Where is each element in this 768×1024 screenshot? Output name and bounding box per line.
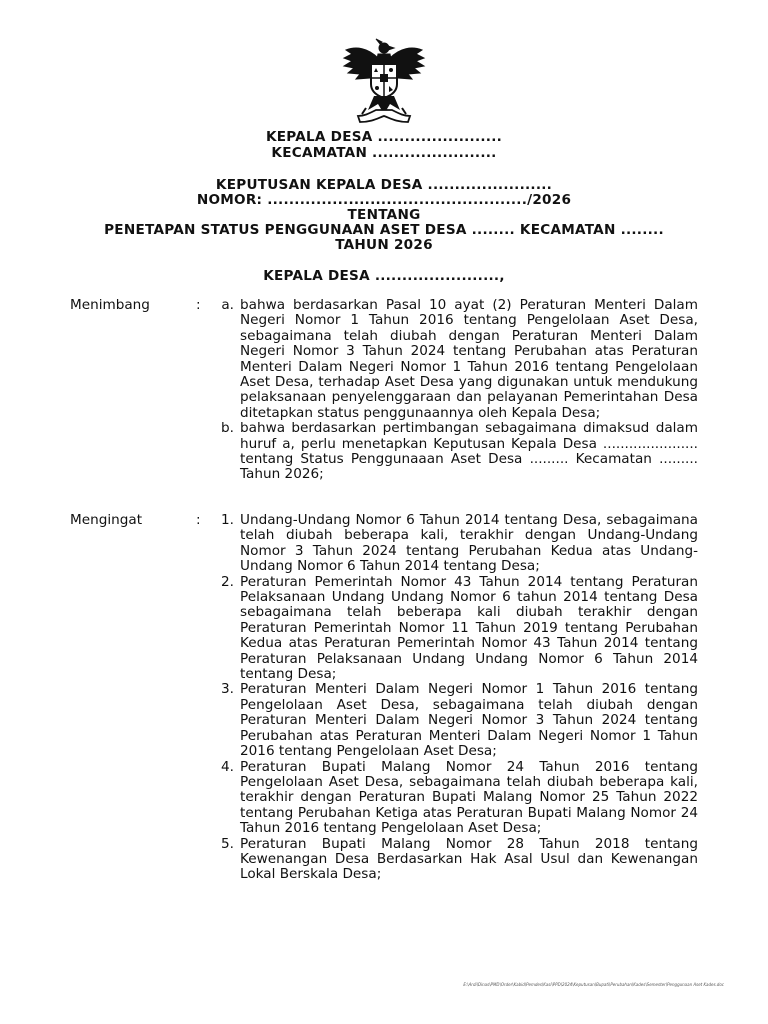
- mengingat-item-1: [70, 513, 698, 575]
- item-marker: b.: [221, 420, 234, 437]
- item-text: Peraturan Bupati Malang Nomor 24 Tahun 2016 tentang Pengelolaan Aset Desa, sebagaimana telah diubah beberapa kali, terakhir dengan Peraturan Bupati Malang Nomor 25 Tahun 2022 tentang Perubahan Ketiga atas Peraturan Bupati Malang Nomor 24 Tahun 2016 tentang Pengelolaan Aset Desa;: [240, 758, 698, 837]
- signatory-heading: KEPALA DESA .......................,: [263, 268, 505, 284]
- item-text: Undang-Undang Nomor 6 Tahun 2014 tentang Desa, sebagaimana telah diubah beberapa kali, terakhir dengan Undang-Undang Nomor 3 Tahun 2024 tentang Perubahan Kedua atas Undang-Undang Nomor 6 Tahun 2014 tentang Desa;: [240, 512, 698, 575]
- mengingat-item-5: [70, 837, 698, 883]
- item-text: Peraturan Pemerintah Nomor 43 Tahun 2014 tentang Peraturan Pelaksanaan Undang Undang Nomor 6 tahun 2014 tentang Desa sebagaimana telah beberapa kali diubah terakhir dengan Peraturan Pemerintah Nomor 11 Tahun 2019 tentang Perubahan Kedua atas Peraturan Pemerintah Nomor 43 Tahun 2014 tentang Peraturan Pelaksanaan Undang Undang Nomor 6 Tahun 2014 tentang Desa;: [240, 573, 698, 683]
- item-marker: a.: [221, 297, 234, 313]
- mengingat-item-4: [70, 760, 698, 837]
- mengingat-item-3: [70, 682, 698, 759]
- item-marker: 5.: [221, 835, 234, 852]
- item-text: bahwa berdasarkan pertimbangan sebagaimana dimaksud dalam huruf a, perlu menetapkan Keputusan Kepala Desa ...................... tentang Status Penggunaaan Aset Desa ......... Kecamatan ......... Tahun 2026;: [240, 420, 698, 483]
- mengingat-section: [70, 513, 698, 883]
- district-title: KECAMATAN .......................: [271, 145, 497, 161]
- village-head-title: KEPALA DESA .......................: [265, 129, 503, 145]
- menimbang-colon: :: [196, 297, 201, 313]
- garuda-emblem-icon: [338, 38, 430, 124]
- mengingat-label: Mengingat: [70, 512, 143, 528]
- decision-subject: PENETAPAN STATUS PENGGUNAAN ASET DESA ........ KECAMATAN ........: [104, 222, 664, 238]
- menimbang-item-a: [70, 298, 698, 421]
- file-path-footer: E:\Ardi\Dinas\PMD\Order\Kabid\Pemdes\Kasi\PPD\2024\Keputusan\Bupati\Perubahan\Kades\Semester\Penggunaan Aset Kades.doc: [463, 982, 724, 987]
- decision-number: NOMOR: ................................................/2026: [196, 192, 572, 208]
- item-marker: 4.: [221, 758, 234, 775]
- item-marker: 2.: [221, 573, 234, 590]
- about-heading: TENTANG: [347, 207, 421, 223]
- menimbang-section: [70, 298, 698, 483]
- item-text: Peraturan Menteri Dalam Negeri Nomor 1 Tahun 2016 tentang Pengelolaan Aset Desa, sebagaimana telah diubah dengan Peraturan Menteri Dalam Negeri Nomor 3 Tahun 2024 tentang Perubahan atas Peraturan Menteri Dalam Negeri Nomor 1 Tahun 2016 tentang Pengelolaan Aset Desa;: [240, 681, 698, 760]
- item-text: bahwa berdasarkan Pasal 10 ayat (2) Peraturan Menteri Dalam Negeri Nomor 1 Tahun 2016 tentang Pengelolaan Aset Desa, sebagaimana telah diubah dengan Peraturan Menteri Dalam Negeri Nomor 3 Tahun 2024 tentang Perubahan atas Peraturan Menteri Dalam Negeri Nomor 1 Tahun 2016 tentang Pengelolaan Aset Desa, terhadap Aset Desa yang digunakan untuk mendukung pelaksanaan penyelenggaraan dan pelayanan Pemerintahan Desa ditetapkan status penggunaannya oleh Kepala Desa;: [240, 297, 698, 421]
- decision-title: KEPUTUSAN KEPALA DESA .......................: [215, 177, 553, 193]
- menimbang-item-b: [70, 421, 698, 483]
- item-marker: 1.: [221, 512, 234, 528]
- item-text: Peraturan Bupati Malang Nomor 28 Tahun 2018 tentang Kewenangan Desa Berdasarkan Hak Asal Usul dan Kewenangan Lokal Berskala Desa;: [240, 835, 698, 883]
- menimbang-label: Menimbang: [70, 297, 150, 313]
- item-marker: 3.: [221, 681, 234, 698]
- mengingat-colon: :: [196, 512, 201, 528]
- mengingat-item-2: [70, 575, 698, 683]
- decision-year: TAHUN 2026: [335, 237, 433, 253]
